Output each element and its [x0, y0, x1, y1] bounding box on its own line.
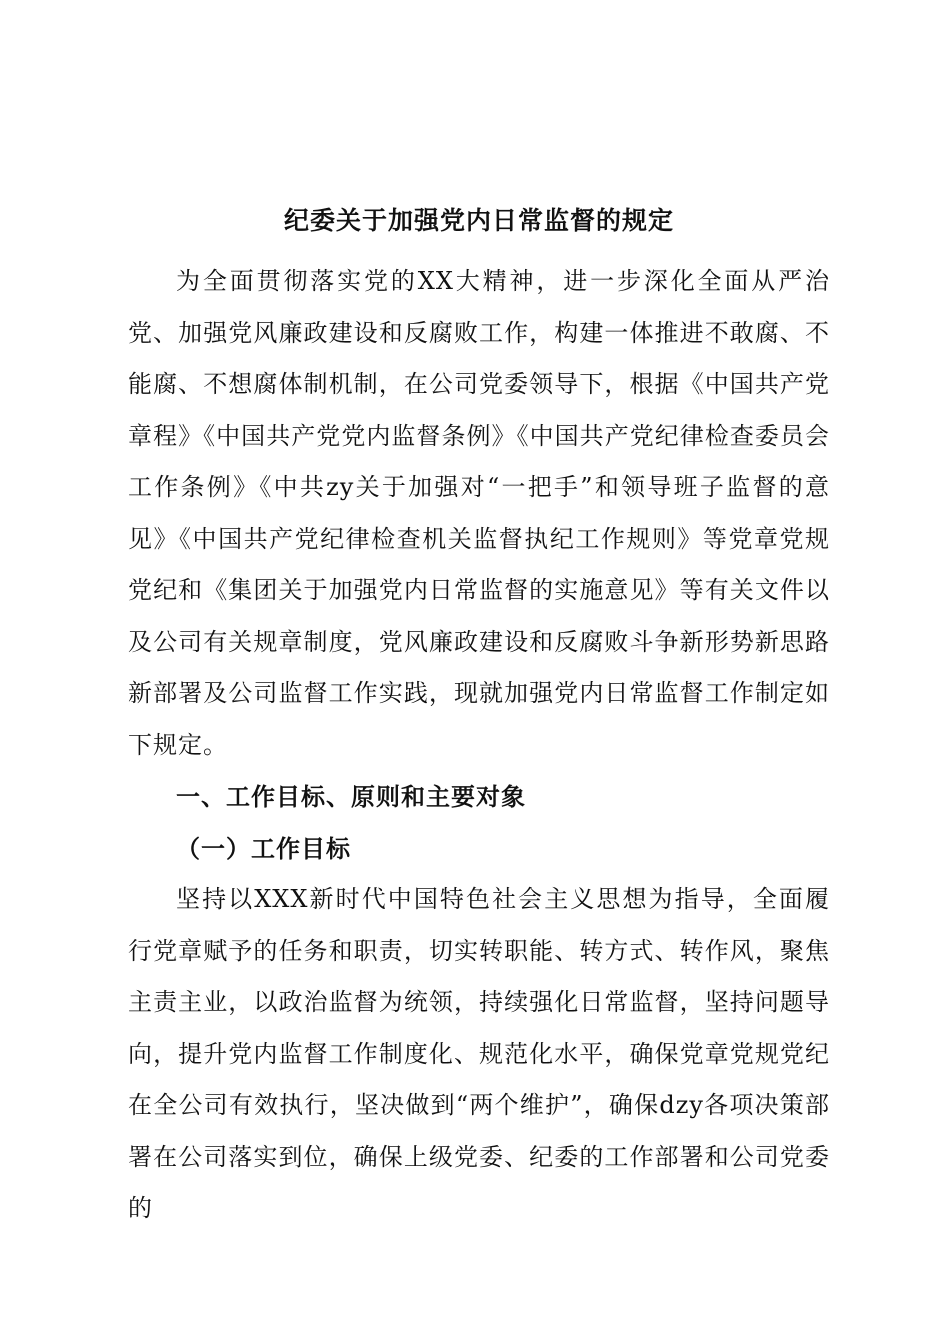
document-title: 纪委关于加强党内日常监督的规定: [283, 206, 674, 235]
section-heading: 一、工作目标、原则和主要对象: [176, 782, 526, 811]
intro-paragraph: 为全面贯彻落实党的XX大精神，进一步深化全面从严治党、加强党风廉政建设和反腐败工作，构建一体推进不敢腐、不能腐、不想腐体制机制，在公司党委领导下，根据《中国共产党章程》《中国共产党党内监督条例》《中国共产党纪律检查委员会工作条例》《中共zy关于加强对“一把手”和领导班子监督的意见》《中国共产党纪律检查机关监督执纪工作规则》等党章党规党纪和《集团关于加强党内日常监督的实施意见》等有关文件以及公司有关规章制度，党风廉政建设和反腐败斗争新形势新思路新部署及公司监督工作实践，现就加强党内日常监督工作制定如下规定。: [128, 267, 830, 759]
subsection-heading: （一）工作目标: [176, 833, 351, 863]
body-paragraph: 坚持以XXX新时代中国特色社会主义思想为指导，全面履行党章赋予的任务和职责，切实转职能、转方式、转作风，聚焦主责主业，以政治监督为统领，持续强化日常监督，坚持问题导向，提升党内监督工作制度化、规范化水平，确保党章党规党纪在全公司有效执行，坚决做到“两个维护”，确保dzy各项决策部署在公司落实到位，确保上级党委、纪委的工作部署和公司党委的: [128, 885, 830, 1222]
document-body: [128, 196, 830, 1235]
